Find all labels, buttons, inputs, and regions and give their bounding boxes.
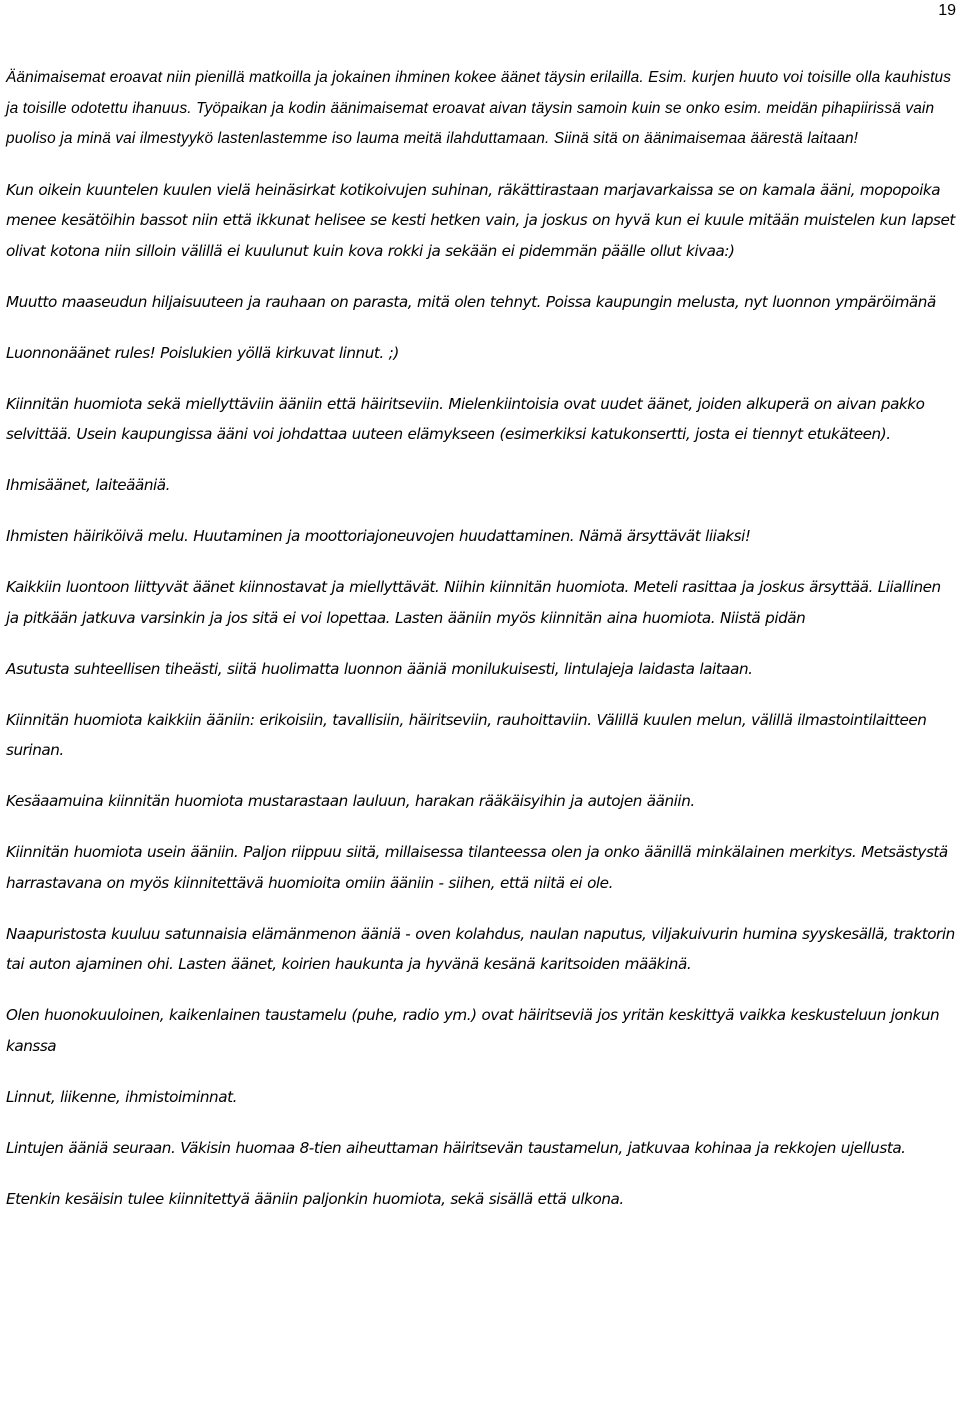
paragraph-12: Kiinnitän huomiota usein ääniin. Paljon riippuu siitä, millaisessa tilanteessa olen ja onko äänillä minkälainen merkitys. Metsästystä harrastavana on myös kiinnitettävä huomioita omiin ääniin - siihen, että niitä ei ole.: [6, 843, 948, 892]
paragraph-6: Ihmisäänet, laiteääniä.: [6, 476, 171, 494]
page-number: 19: [938, 2, 956, 19]
paragraph-15: Linnut, liikenne, ihmistoiminnat.: [6, 1087, 237, 1106]
paragraph-9: Asutusta suhteellisen tiheästi, siitä huolimatta luonnon ääniä monilukuisesti, lintulajeja laidasta laitaan.: [6, 659, 753, 678]
paragraph-10: Kiinnitän huomiota kaikkiin ääniin: erikoisiin, tavallisiin, häiritseviin, rauhoittaviin. Välillä kuulen melun, välillä ilmastointilaitteen surinan.: [6, 710, 927, 759]
paragraph-5: Kiinnitän huomiota sekä miellyttäviin ääniin että häiritseviin. Mielenkiintoisia ovat uudet äänet, joiden alkuperä on aivan pakko selvittää. Usein kaupungissa ääni voi johdattaa uuteen elämykseen (esimerkiksi katukonsertti, josta ei tiennyt etukäteen).: [6, 394, 925, 443]
document-body: [6, 63, 956, 1214]
paragraph-1: Äänimaisemat eroavat niin pienillä matkoilla ja jokainen ihminen kokee äänet täysin erilailla. Esim. kurjen huuto voi toisille olla kauhistus ja toisille odotettu ihanuus. Työpaikan ja kodin äänimaisemat eroavat aivan täysin samoin kuin se onko esim. meidän pihapiirissä vain puoliso ja minä vai ilmestyykö lastenlastemme iso lauma meitä ilahduttamaan. Siinä sitä on äänimaisemaa äärestä laitaan!: [6, 69, 952, 147]
paragraph-16: Lintujen ääniä seuraan. Väkisin huomaa 8-tien aiheuttaman häiritsevän taustamelun, jatkuvaa kohinaa ja rekkojen ujellusta.: [6, 1138, 906, 1157]
paragraph-8: Kaikkiin luontoon liittyvät äänet kiinnostavat ja miellyttävät. Niihin kiinnitän huomiota. Meteli rasittaa ja joskus ärsyttää. Liiallinen ja pitkään jatkuva varsinkin ja jos sitä ei voi lopettaa. Lasten ääniin myös kiinnitän aina huomiota. Niistä pidän: [6, 578, 941, 627]
paragraph-13: Naapuristosta kuuluu satunnaisia elämänmenon ääniä - oven kolahdus, naulan naputus, viljakuivurin humina syyskesällä, traktorin tai auton ajaminen ohi. Lasten äänet, koirien haukunta ja hyvänä kesänä karitsoiden määkinä.: [6, 924, 955, 973]
paragraph-2: Kun oikein kuuntelen kuulen vielä heinäsirkat kotikoivujen suhinan, räkättirastaan marjavarkaissa se on kamala ääni, mopopoika menee kesätöihin bassot niin että ikkunat helisee se kesti hetken vain, ja joskus on hyvä kun ei kuule mitään muistelen kun lapset olivat kotona niin silloin välillä ei kuulunut kuin kova rokki ja sekään ei pidemmän päälle ollut kivaa:): [6, 180, 955, 260]
paragraph-7: Ihmisten häiriköivä melu. Huutaminen ja moottoriajoneuvojen huudattaminen. Nämä ärsyttävät liiaksi!: [6, 527, 751, 545]
paragraph-3: Muutto maaseudun hiljaisuuteen ja rauhaan on parasta, mitä olen tehnyt. Poissa kaupungin melusta, nyt luonnon ympäröimänä: [6, 292, 936, 311]
paragraph-11: Kesäaamuina kiinnitän huomiota mustarastaan lauluun, harakan rääkäisyihin ja autojen ääniin.: [6, 792, 695, 810]
paragraph-17: Etenkin kesäisin tulee kiinnitettyä ääniin paljonkin huomiota, sekä sisällä että ulkona.: [6, 1189, 624, 1208]
paragraph-4: Luonnonäänet rules! Poislukien yöllä kirkuvat linnut. ;): [6, 343, 399, 362]
paragraph-14: Olen huonokuuloinen, kaikenlainen taustamelu (puhe, radio ym.) ovat häiritseviä jos yritän keskittyä vaikka keskusteluun jonkun kanssa: [6, 1006, 940, 1055]
